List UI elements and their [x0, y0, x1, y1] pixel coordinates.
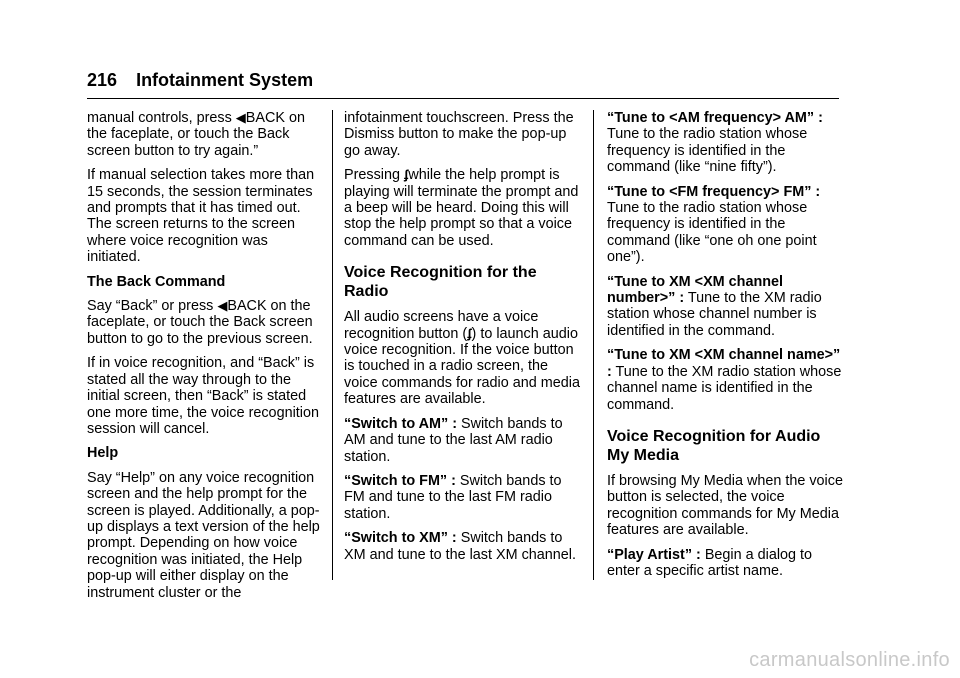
watermark: carmanualsonline.info	[749, 649, 950, 671]
section-title: Infotainment System	[136, 70, 314, 90]
paragraph: If browsing My Media when the voice button is selected, the voice recognition commands for My Media features are available.	[607, 472, 843, 539]
paragraph: infotainment touchscreen. Press the Dismiss button to make the pop-up go away.	[344, 110, 574, 159]
my-media-section-heading: Voice Recognition for Audio My Media	[607, 427, 821, 464]
paragraph: If in voice recognition, and “Back” is stated all the way through to the initial screen, then “Back” is stated one more time, the voice recognition session will cancel.	[87, 355, 319, 437]
paragraph: All audio screens have a voice recognition button (ʄ) to launch audio voice recognition. If the voice button is touched in a radio screen, the voice commands for radio and media features are available.	[344, 309, 580, 408]
page-number: 216	[87, 70, 118, 90]
command-entry: “Tune to <FM frequency> FM” : Tune to the radio station whose frequency is identified in the command (like “one oh one point one”).	[607, 183, 821, 266]
column-divider-1	[332, 110, 333, 580]
command-entry: “Switch to FM” : Switch bands to FM and tune to the last FM radio station.	[344, 472, 562, 522]
header-rule	[87, 98, 839, 99]
page-header	[87, 70, 313, 91]
paragraph: If manual selection takes more than 15 seconds, the session terminates and prompts that it has timed out. The screen returns to the screen where voice recognition was initiated.	[87, 167, 315, 266]
column-3	[607, 110, 845, 587]
paragraph: Say “Help” on any voice recognition screen and the help prompt for the screen is played. Additionally, a pop-up displays a text version of the help prompt. Depending on how voice recognition was initiated, the Help pop-up will either display on the instrument cluster or the	[87, 469, 320, 601]
help-heading: Help	[87, 445, 119, 462]
back-arrow-icon: ◀	[217, 298, 228, 314]
paragraph: Pressing ʄwhile the help prompt is playing will terminate the prompt and a beep will be heard. Doing this will stop the help prompt so that a voice command can be used.	[344, 167, 579, 249]
column-divider-2	[593, 110, 594, 580]
paragraph: manual controls, press ◀BACK on the faceplate, or touch the Back screen button to try again.”	[87, 110, 305, 159]
column-2	[344, 110, 582, 571]
paragraph: Say “Back” or press ◀BACK on the faceplate, or touch the Back screen button to go to the previous screen.	[87, 298, 313, 347]
command-entry: “Switch to XM” : Switch bands to XM and tune to the last XM channel.	[344, 530, 576, 563]
command-entry: “Play Artist” : Begin a dialog to enter a specific artist name.	[607, 546, 813, 579]
back-command-heading: The Back Command	[87, 273, 226, 290]
voice-button-icon: ʄ	[404, 167, 409, 183]
column-1	[87, 110, 325, 609]
command-entry: “Tune to XM <XM channel name>” : Tune to the XM radio station whose channel name is identified in the command.	[607, 347, 842, 413]
radio-section-heading: Voice Recognition for the Radio	[344, 264, 537, 301]
back-arrow-icon: ◀	[235, 110, 246, 125]
voice-button-icon: ʄ	[467, 325, 472, 341]
command-entry: “Tune to <AM frequency> AM” : Tune to the radio station whose frequency is identified in the command (like “nine fifty”).	[607, 110, 823, 176]
command-entry: “Switch to AM” : Switch bands to AM and tune to the last AM radio station.	[344, 415, 563, 465]
command-entry: “Tune to XM <XM channel number>” : Tune to the XM radio station whose channel number is identified in the command.	[607, 273, 822, 339]
